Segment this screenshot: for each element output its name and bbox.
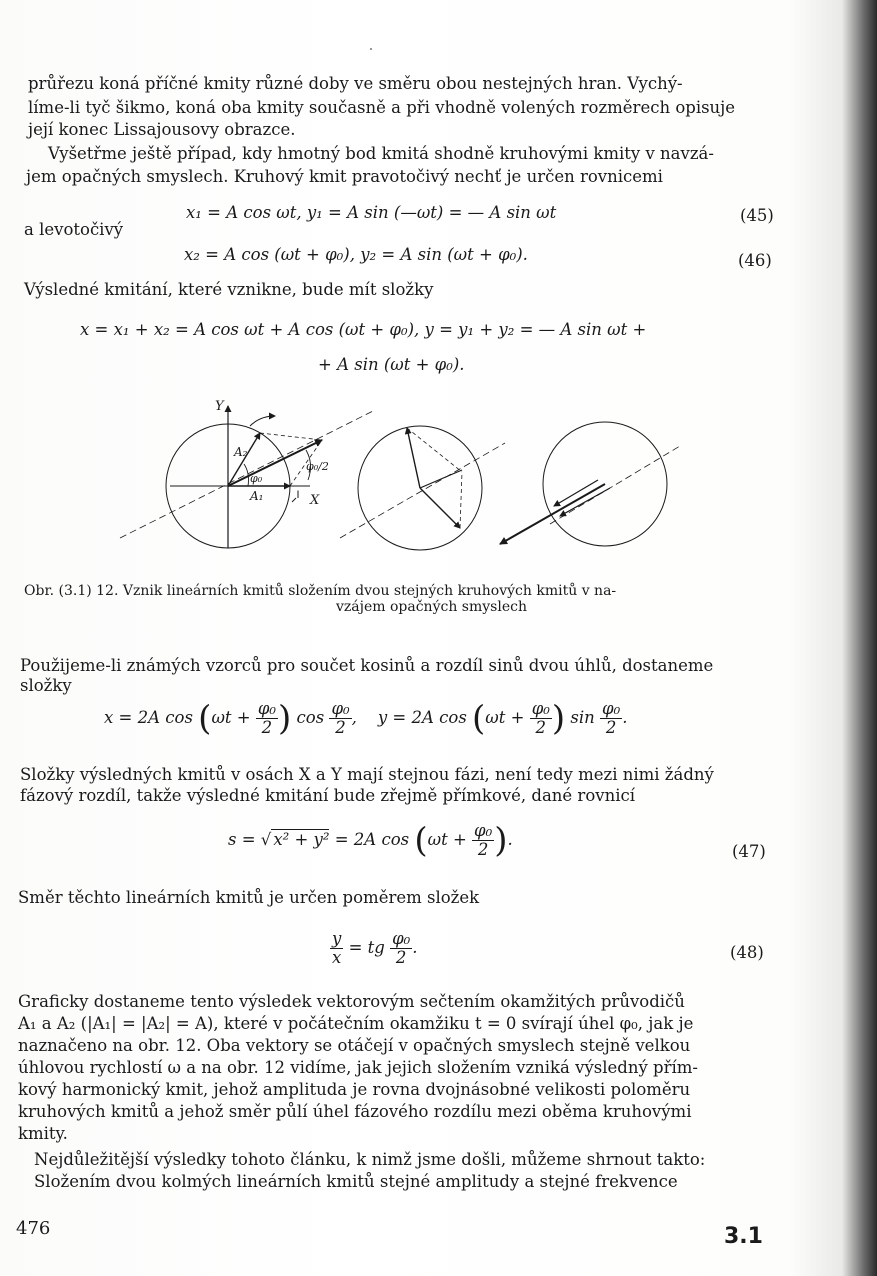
text-line: Nejdůležitější výsledky tohoto článku, k nimž jsme došli, můžeme shrnout takto: — [34, 1150, 706, 1169]
scan-speck — [370, 48, 372, 50]
eq-part: s = — [228, 830, 256, 849]
eq-part: x = 2A cos — [104, 708, 193, 727]
equation-number: (45) — [740, 206, 774, 225]
frac-num: φ₀ — [392, 929, 411, 948]
text-line: průřezu koná příčné kmity různé doby ve směru obou nestejných hran. Vychý- — [28, 74, 683, 93]
frac-den: 2 — [261, 718, 273, 737]
equation-46: x₂ = A cos (ωt + φ₀), y₂ = A sin (ωt + φ₀). — [184, 245, 528, 264]
text-line: kmity. — [18, 1124, 68, 1143]
figure-label-x: X — [310, 493, 320, 508]
section-number: 3.1 — [724, 1224, 763, 1249]
figure-caption: Obr. (3.1) 12. Vznik lineárních kmitů složením dvou stejných kruhových kmitů v na- — [24, 583, 617, 599]
equation-47: s = √ x² + y² = 2A cos (ωt + $\frac{\text{φ₀}}{2}$ ). — [228, 820, 513, 861]
frac-den: 2 — [605, 718, 617, 737]
text-line: líme-li tyč šikmo, koná oba kmity současně a při vhodně volených rozměrech opisuje — [28, 98, 736, 117]
equation-number: (48) — [730, 943, 764, 962]
frac-num: φ₀ — [531, 699, 550, 718]
text-line: její konec Lissajousovy obrazce. — [28, 120, 296, 139]
figure-12 — [110, 388, 700, 563]
frac-num: φ₀ — [331, 699, 350, 718]
eq-part: sin — [570, 708, 595, 727]
page-number: 476 — [16, 1218, 51, 1239]
eq-part: cos — [296, 708, 325, 727]
figure-label-phi0: φ₀ — [250, 472, 263, 485]
equation-45: x₁ = A cos ωt, y₁ = A sin (—ωt) = — A sin ωt — [186, 203, 557, 222]
text-line: kový harmonický kmit, jehož amplituda je rovna dvojnásobné velikosti poloměru — [18, 1080, 691, 1099]
frac-num: y — [332, 929, 342, 948]
equation-components: x = 2A cos (ωt + $\frac{\text{φ₀}}{2}$ ) cos $\frac{\text{φ₀}}{2}$ , y = 2A cos (ωt + $\frac{\text{φ₀}}{2}$ ) sin $\frac{\text{φ₀}}{2}$ . — [104, 698, 628, 739]
frac-num: φ₀ — [257, 699, 277, 718]
text-line: fázový rozdíl, takže výsledné kmitání bude zřejmě přímkové, dané rovnicí — [20, 786, 635, 805]
figure-caption: vzájem opačných smyslech — [336, 599, 527, 615]
equation-48: $\frac{y}{x}$ = tg $\frac{\text{φ₀}}{2}$ . — [332, 929, 418, 967]
figure-label-a2: A₂ — [234, 445, 248, 459]
figure-circle-2 — [340, 426, 505, 550]
text-line: úhlovou rychlostí ω a na obr. 12 vidíme, jak jejich složením vzniká výsledný přím- — [18, 1058, 698, 1077]
eq-part: y = 2A cos — [377, 708, 467, 727]
equation-number: (47) — [732, 842, 766, 861]
text-line: Použijeme-li známých vzorců pro součet kosinů a rozdíl sinů dvou úhlů, dostaneme — [20, 656, 714, 675]
figure-circle-1 — [120, 406, 375, 548]
frac-num: φ₀ — [602, 699, 621, 718]
text-line: Složky výsledných kmitů v osách X a Y mají stejnou fázi, není tedy mezi nimi žádný — [20, 765, 714, 784]
text-line: A₁ a A₂ (|A₁| = |A₂| = A), které v počátečním okamžiku t = 0 svírají úhel φ₀, jak je — [18, 1014, 694, 1033]
eq-part: = tg — [348, 938, 385, 957]
frac-den: 2 — [477, 840, 489, 859]
figure-label-y: Y — [215, 399, 224, 414]
frac-den: 2 — [335, 718, 346, 737]
figure-label-phi0-half: φ₀/2 — [306, 460, 329, 473]
text-line: naznačeno na obr. 12. Oba vektory se otáčejí v opačných smyslech stejně velkou — [18, 1036, 691, 1055]
text-line: jem opačných smyslech. Kruhový kmit pravotočivý nechť je určen rovnicemi — [26, 167, 663, 186]
frac-den: x — [332, 948, 342, 967]
text-line: Graficky dostaneme tento výsledek vektorovým sečtením okamžitých průvodičů — [18, 992, 685, 1011]
equation-sum-line1: x = x₁ + x₂ = A cos ωt + A cos (ωt + φ₀), y = y₁ + y₂ = — A sin ωt + — [80, 320, 647, 339]
eq-part: = 2A cos — [334, 830, 410, 849]
text-line: Výsledné kmitání, které vznikne, bude mít složky — [24, 280, 434, 299]
equation-sum-line2: + A sin (ωt + φ₀). — [318, 355, 465, 374]
figure-label-a1: A₁ — [250, 489, 264, 503]
frac-den: 2 — [535, 718, 547, 737]
text-line: a levotočivý — [24, 220, 124, 239]
frac-num: φ₀ — [474, 821, 493, 840]
eq-sqrt: x² + y² — [273, 830, 330, 849]
text-line: Vyšetřme ještě případ, kdy hmotný bod kmitá shodně kruhovými kmity v navzá- — [48, 144, 714, 163]
text-line: Směr těchto lineárních kmitů je určen poměrem složek — [18, 888, 480, 907]
text-line: složky — [20, 676, 72, 695]
text-line: Složením dvou kolmých lineárních kmitů stejné amplitudy a stejné frekvence — [34, 1172, 678, 1191]
frac-den: 2 — [395, 948, 407, 967]
eq-part: ωt + — [427, 830, 467, 849]
equation-number: (46) — [738, 251, 772, 270]
eq-part: ωt + — [485, 708, 525, 727]
eq-part: ωt + — [211, 708, 251, 727]
text-line: kruhových kmitů a jehož směr půlí úhel fázového rozdílu mezi oběma kruhovými — [18, 1102, 692, 1121]
figure-circle-3 — [500, 422, 680, 546]
